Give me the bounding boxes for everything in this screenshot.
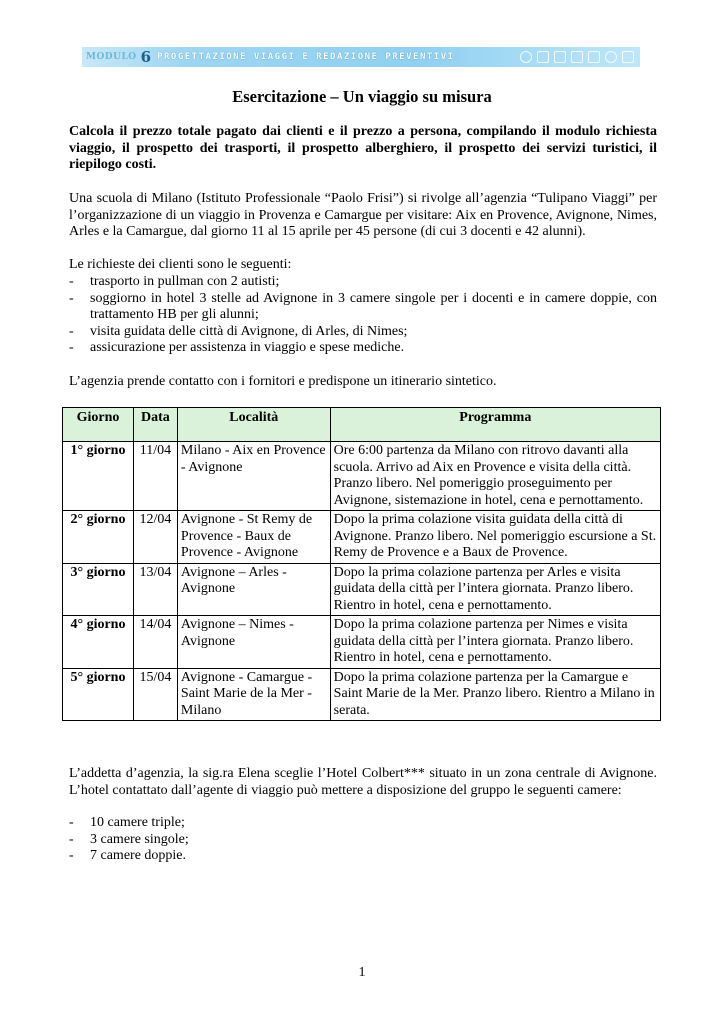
cell-localita: Avignone – Arles - Avignone [177, 563, 330, 616]
cell-data: 13/04 [133, 563, 177, 616]
list-item: - 3 camere singole; [69, 832, 657, 849]
table-row [63, 563, 661, 616]
module-banner [82, 47, 640, 67]
hotel-paragraph: L’addetta d’agenzia, la sig.ra Elena sceglie l’Hotel Colbert*** situato in un zona centrale di Avignone. L’hotel contattato dall’agente di viaggio può mettere a disposizione del gruppo le seguenti camere: [69, 766, 657, 798]
ticket-icon [622, 51, 634, 63]
requests-intro: Le richieste dei clienti sono le seguenti: [69, 257, 292, 272]
cell-localita: Avignone - Camargue - Saint Marie de la Mer - Milano [177, 668, 330, 721]
list-item: - soggiorno in hotel 3 stelle ad Avignone in 3 camere singole per i docenti e in camere doppie, con trattamento HB per gli alunni; [69, 291, 657, 324]
plane-icon [554, 51, 566, 63]
cell-data: 14/04 [133, 616, 177, 669]
cell-data: 11/04 [133, 442, 177, 511]
cell-data: 15/04 [133, 668, 177, 721]
cell-programma: Dopo la prima colazione visita guidata della città di Avignone. Pranzo libero. Nel pomeriggio escursione a St. Remy de Provence e a Baux de Provence. [330, 511, 660, 564]
modulo-number: 6 [140, 48, 152, 66]
intro-paragraph: Una scuola di Milano (Istituto Professionale “Paolo Frisi”) si rivolge all’agenzia “Tulipano Viaggi” per l’organizzazione di un viaggio in Provenza e Camargue per visitare: Aix en Provence, Avignone, Nimes, Arles e la Camargue, dal giorno 11 al 15 aprile per 45 persone (di cui 3 docenti e 42 alunni). [69, 191, 657, 239]
cell-localita: Avignone – Nimes - Avignone [177, 616, 330, 669]
cell-programma: Dopo la prima colazione partenza per Nimes e visita guidata della città per l’intera giornata. Pranzo libero. Rientro in hotel, cena e pernottamento. [330, 616, 660, 669]
list-item: - trasporto in pullman con 2 autisti; [69, 274, 657, 291]
cell-localita: Avignone - St Remy de Provence - Baux de Provence - Avignone [177, 511, 330, 564]
cell-giorno: 3° giorno [63, 563, 134, 616]
globe-icon [520, 51, 532, 63]
cell-giorno: 1° giorno [63, 442, 134, 511]
header-data: Data [133, 408, 177, 442]
cell-programma: Dopo la prima colazione partenza per Arles e visita guidata della città per l’intera giornata. Pranzo libero. Rientro in hotel, cena e pernottamento. [330, 563, 660, 616]
cell-giorno: 4° giorno [63, 616, 134, 669]
header-giorno: Giorno [63, 408, 134, 442]
list-item: - visita guidata delle città di Avignone, di Arles, di Nimes; [69, 324, 657, 341]
list-item: - 7 camere doppie. [69, 848, 657, 865]
itinerary-intro: L’agenzia prende contatto con i fornitori e predispone un itinerario sintetico. [69, 374, 497, 389]
person-icon [605, 51, 617, 63]
requests-list [69, 274, 657, 357]
table-header-row [63, 408, 661, 442]
cell-programma: Ore 6:00 partenza da Milano con ritrovo davanti alla scuola. Arrivo ad Aix en Provence e visita della città. Pranzo libero. Nel pomeriggio proseguimento per Avignone, sistemazione in hotel, cena e pernottamento. [330, 442, 660, 511]
page-number: 1 [358, 965, 366, 980]
table-row [63, 442, 661, 511]
modulo-label: MODULO [86, 52, 137, 62]
cell-giorno: 2° giorno [63, 511, 134, 564]
table-row [63, 616, 661, 669]
hotel-icon [537, 51, 549, 63]
header-programma: Programma [330, 408, 660, 442]
bus-icon [571, 51, 583, 63]
table-row [63, 668, 661, 721]
cell-localita: Milano - Aix en Provence - Avignone [177, 442, 330, 511]
page-title: Esercitazione – Un viaggio su misura [232, 87, 492, 106]
cell-data: 12/04 [133, 511, 177, 564]
itinerary-table [62, 407, 661, 721]
rooms-list [69, 815, 657, 865]
table-row [63, 511, 661, 564]
instruction-text: Calcola il prezzo totale pagato dai clienti e il prezzo a persona, compilando il modulo richiesta viaggio, il prospetto dei trasporti, il prospetto alberghiero, il prospetto dei servizi turistici, il riepilogo costi. [69, 124, 657, 172]
cell-giorno: 5° giorno [63, 668, 134, 721]
banner-title: PROGETTAZIONE VIAGGI E REDAZIONE PREVENTIVI [157, 52, 455, 62]
banner-icons [520, 51, 634, 63]
monument-icon [588, 51, 600, 63]
list-item: - assicurazione per assistenza in viaggio e spese mediche. [69, 340, 657, 357]
cell-programma: Dopo la prima colazione partenza per la Camargue e Saint Marie de la Mer. Pranzo libero. Rientro a Milano in serata. [330, 668, 660, 721]
list-item: - 10 camere triple; [69, 815, 657, 832]
header-localita: Località [177, 408, 330, 442]
